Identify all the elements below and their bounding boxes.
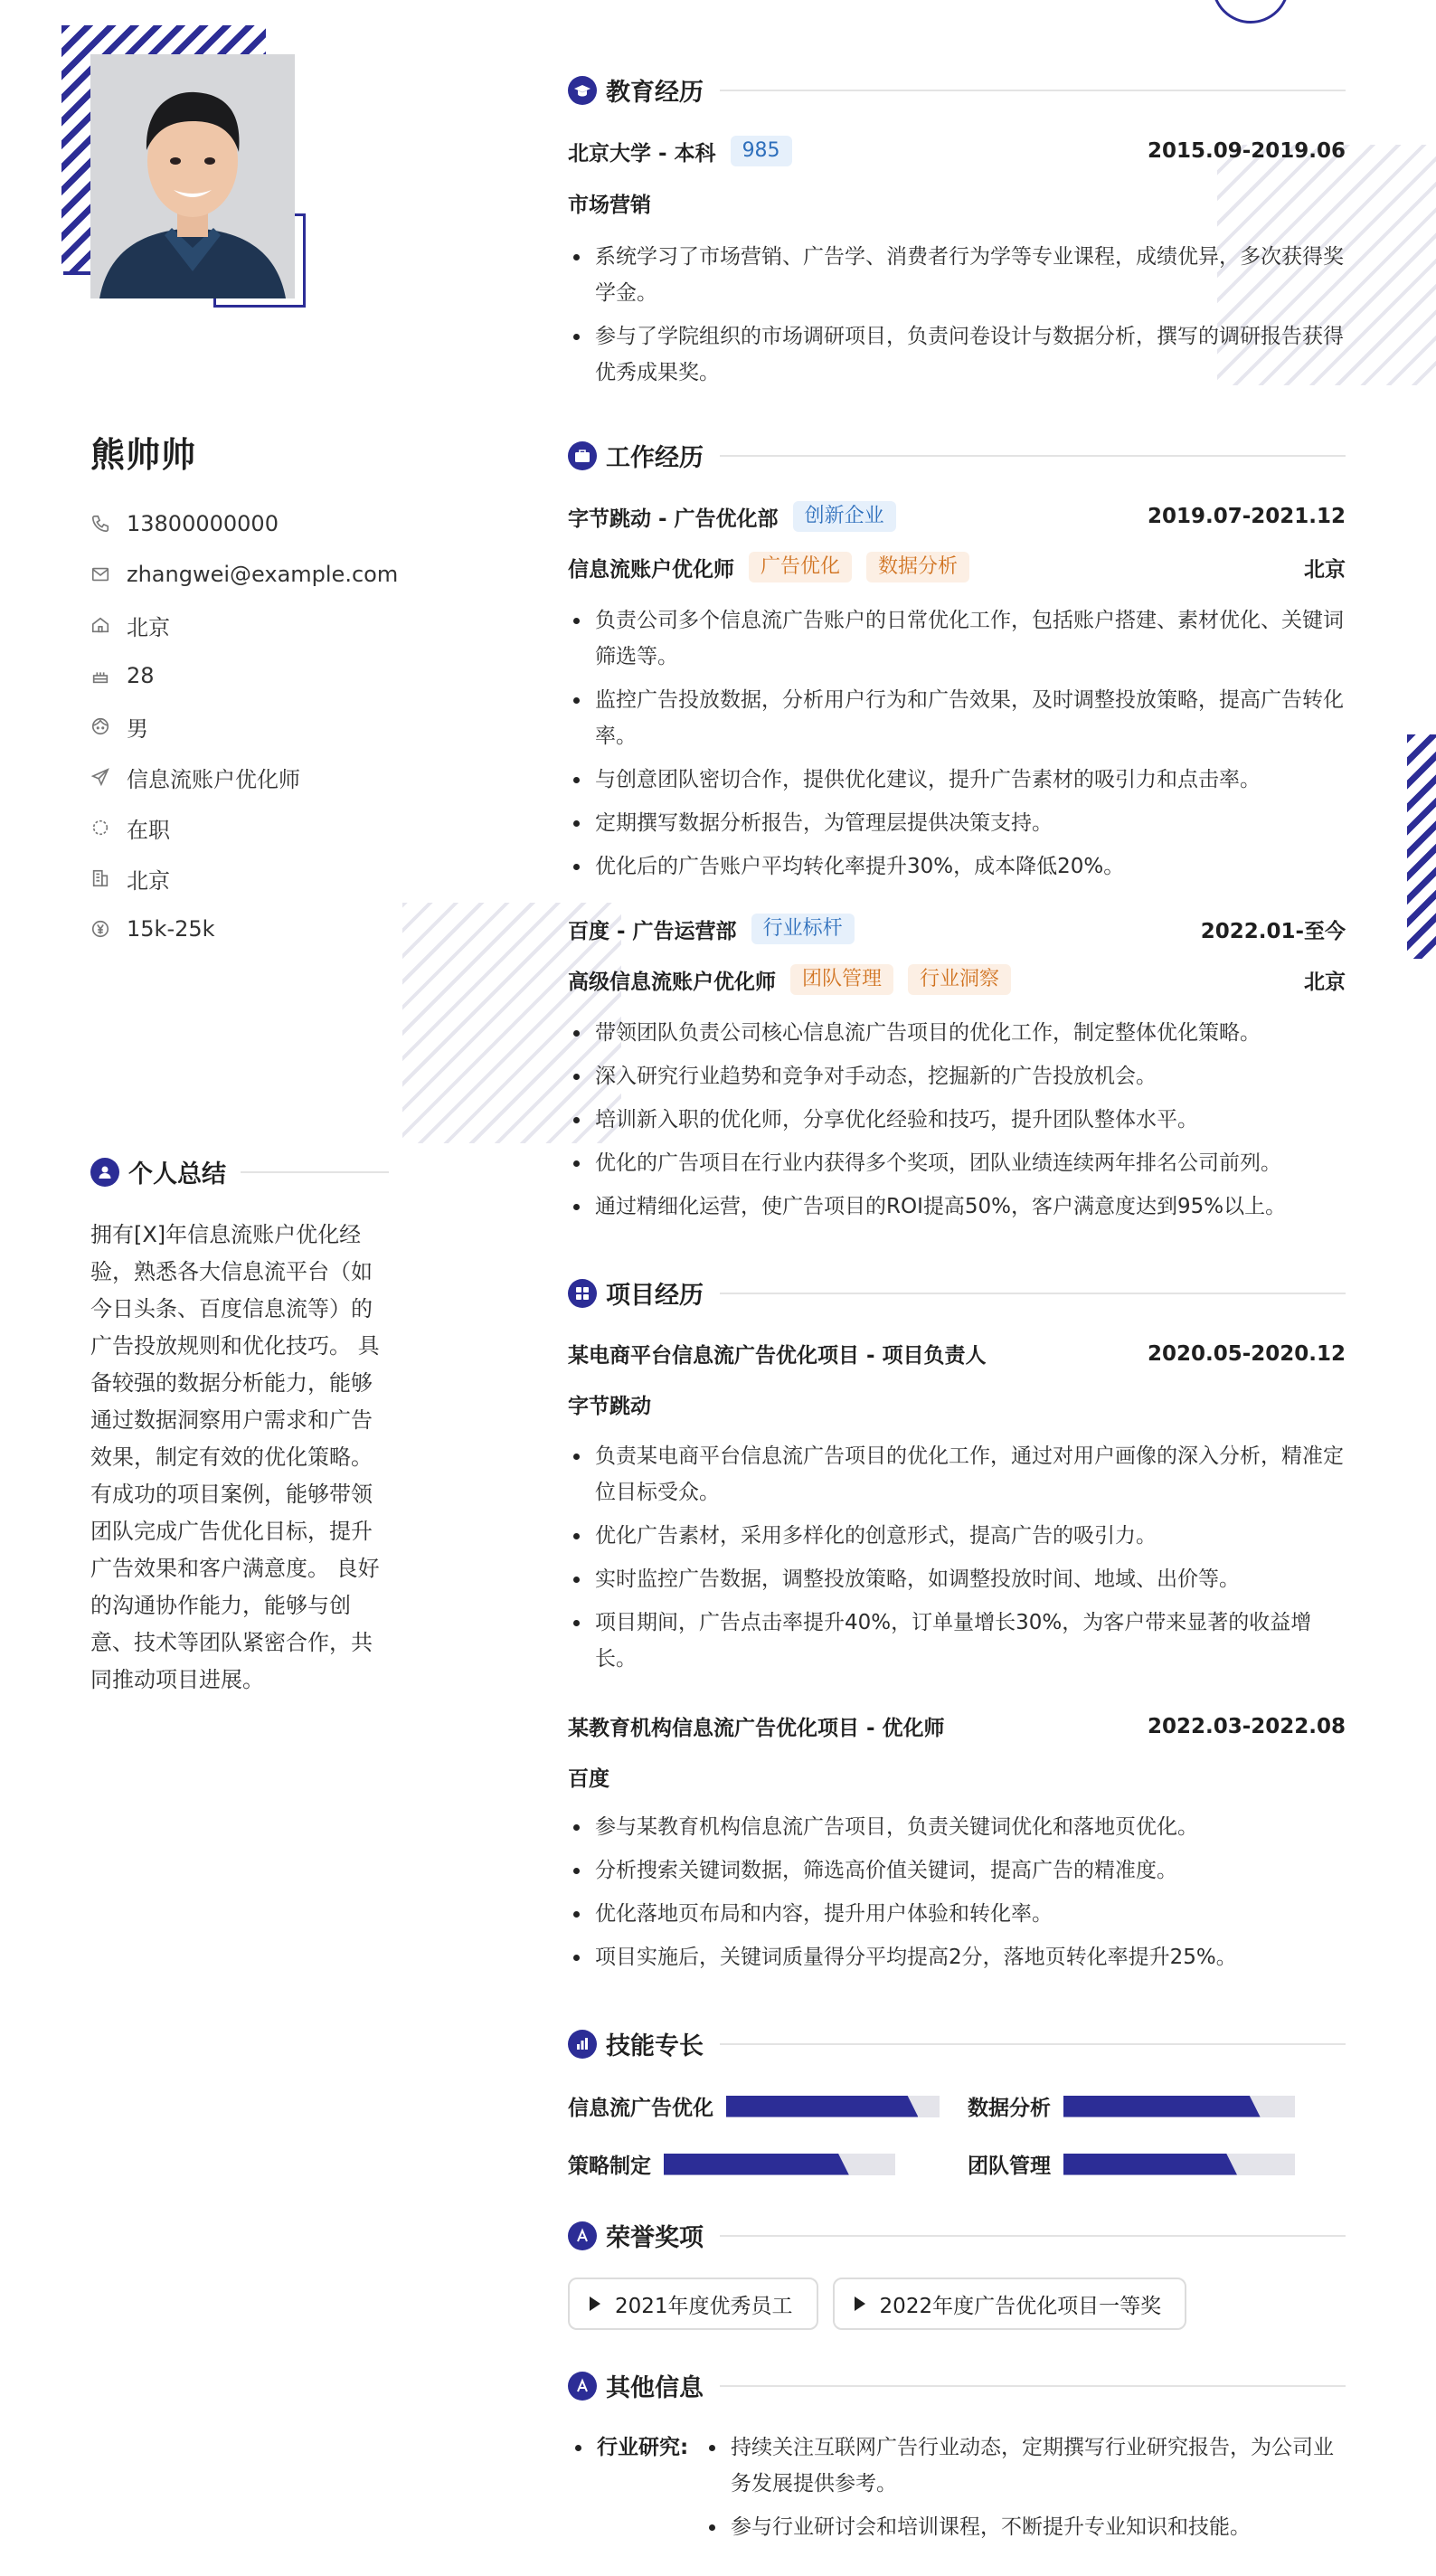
list-item: 优化落地页布局和内容，提升用户体验和转化率。 — [568, 1896, 1346, 1932]
award-chip — [568, 2278, 818, 2330]
mail-icon — [90, 564, 110, 584]
bar-chart-icon — [568, 2030, 597, 2059]
skill-name: 团队管理 — [968, 2155, 1051, 2178]
education-bullets — [568, 239, 1346, 398]
phone-value: 13800000000 — [127, 511, 279, 536]
award-icon — [568, 2372, 597, 2401]
salary-row — [90, 904, 398, 954]
project-1-header-row — [568, 1339, 1346, 1368]
list-item: 负责某电商平台信息流广告项目的优化工作，通过对用户画像的深入分析，精准定位目标受众。 — [568, 1438, 1346, 1511]
list-item: 项目实施后，关键词质量得分平均提高2分，落地页转化率提升25%。 — [568, 1939, 1346, 1975]
list-item: 深入研究行业趋势和竞争对手动态，挖掘新的广告投放机会。 — [568, 1058, 1346, 1094]
other-info-item — [568, 2429, 1346, 2552]
major: 市场营销 — [568, 194, 651, 217]
age-value: 28 — [127, 663, 155, 688]
job-2-header-row — [568, 914, 1346, 944]
avatar — [90, 54, 295, 298]
skill-bar-fill — [1063, 2096, 1261, 2117]
home-icon — [90, 615, 110, 635]
skill-name: 数据分析 — [968, 2097, 1051, 2120]
skill-bar-fill — [664, 2154, 849, 2175]
list-item: 监控广告投放数据，分析用户行为和广告效果，及时调整投放策略，提高广告转化率。 — [568, 682, 1346, 754]
list-item: 优化后的广告账户平均转化率提升30%，成本降低20%。 — [568, 848, 1346, 885]
list-item: 优化的广告项目在行业内获得多个奖项，团队业绩连续两年排名公司前列。 — [568, 1145, 1346, 1181]
skill-item — [568, 2149, 895, 2179]
city-row — [90, 853, 398, 904]
status-icon — [90, 818, 110, 838]
gender-row — [90, 701, 398, 752]
position-value: 信息流账户优化师 — [127, 766, 300, 792]
grid-icon — [568, 1279, 597, 1308]
job-role: 高级信息流账户优化师 — [568, 970, 776, 994]
yen-icon — [90, 919, 110, 939]
other-heading — [568, 2368, 1346, 2403]
play-icon — [855, 2297, 865, 2311]
location-row — [90, 600, 398, 650]
status-value: 在职 — [127, 817, 170, 843]
age-row — [90, 650, 398, 701]
divider — [720, 2043, 1346, 2045]
location-value: 北京 — [127, 614, 170, 640]
job-2-role-row — [568, 964, 1346, 995]
job-city: 北京 — [1304, 970, 1346, 994]
cake-icon — [90, 666, 110, 686]
projects-title: 项目经历 — [606, 1282, 704, 1310]
company-tag: 行业标杆 — [751, 914, 855, 944]
skill-tag: 行业洞察 — [908, 964, 1011, 995]
email-row — [90, 549, 398, 600]
skill-bar-fill — [1063, 2154, 1237, 2175]
other-title: 其他信息 — [606, 2374, 704, 2402]
circle-decoration — [1212, 0, 1290, 24]
honors-heading — [568, 2218, 1346, 2253]
award-icon — [568, 2221, 597, 2250]
award-label: 2022年度广告优化项目一等奖 — [879, 2294, 1162, 2318]
status-row — [90, 802, 398, 853]
job-2-bullets — [568, 1015, 1346, 1232]
play-icon — [590, 2297, 600, 2311]
email-value: zhangwei@example.com — [127, 562, 399, 587]
project-org: 百度 — [568, 1767, 609, 1791]
position-row — [90, 752, 398, 802]
skill-item — [968, 2149, 1295, 2179]
skill-bar — [664, 2154, 895, 2175]
gender-value: 男 — [127, 715, 148, 742]
divider — [720, 455, 1346, 457]
list-item: 实时监控广告数据，调整投放策略，如调整投放时间、地域、出价等。 — [568, 1561, 1346, 1597]
job-1-header-row — [568, 501, 1346, 532]
job-role: 信息流账户优化师 — [568, 557, 734, 582]
skill-bar — [726, 2096, 940, 2117]
skill-bar — [1063, 2096, 1295, 2117]
list-item: 参与行业研讨会和培训课程，不断提升专业知识和技能。 — [704, 2509, 1346, 2545]
project-name: 某教育机构信息流广告优化项目 - 优化师 — [568, 1717, 945, 1740]
other-info — [568, 2429, 1346, 2552]
summary-title: 个人总结 — [128, 1160, 226, 1189]
list-item: 培训新入职的优化师，分享优化经验和技巧，提升团队整体水平。 — [568, 1102, 1346, 1138]
company-tag: 创新企业 — [793, 501, 896, 532]
award-chip — [833, 2278, 1187, 2330]
other-info-key: 行业研究: — [597, 2436, 689, 2459]
skill-bar — [1063, 2154, 1295, 2175]
phone-icon — [90, 514, 110, 534]
list-item: 与创意团队密切合作，提供优化建议，提升广告素材的吸引力和点击率。 — [568, 762, 1346, 798]
education-title: 教育经历 — [606, 79, 704, 107]
job-1-bullets — [568, 602, 1346, 892]
project-name: 某电商平台信息流广告优化项目 - 项目负责人 — [568, 1344, 987, 1368]
skill-tag: 广告优化 — [749, 552, 852, 582]
job-period: 2019.07-2021.12 — [1147, 505, 1346, 528]
list-item: 持续关注互联网广告行业动态，定期撰写行业研究报告，为公司业务发展提供参考。 — [704, 2429, 1346, 2502]
list-item: 分析搜索关键词数据，筛选高价值关键词，提高广告的精准度。 — [568, 1852, 1346, 1889]
list-item: 项目期间，广告点击率提升40%，订单量增长30%，为客户带来显著的收益增长。 — [568, 1605, 1346, 1677]
skill-name: 信息流广告优化 — [568, 2097, 713, 2120]
education-major-row — [568, 188, 1346, 218]
skill-name: 策略制定 — [568, 2155, 651, 2178]
list-item: 参与了学院组织的市场调研项目，负责问卷设计与数据分析，撰写的调研报告获得优秀成果奖。 — [568, 318, 1346, 391]
graduation-cap-icon — [568, 76, 597, 105]
project-2-header-row — [568, 1711, 1346, 1741]
hatch-decoration-right-edge — [1407, 734, 1436, 959]
company-name: 百度 - 广告运营部 — [568, 919, 737, 943]
skill-item — [968, 2091, 1295, 2121]
phone-row — [90, 498, 398, 549]
divider — [720, 2235, 1346, 2237]
bullet-dot — [575, 2445, 581, 2451]
user-icon — [90, 1158, 119, 1187]
list-item: 负责公司多个信息流广告账户的日常优化工作，包括账户搭建、素材优化、关键词筛选等。 — [568, 602, 1346, 675]
summary-text: 拥有[X]年信息流账户优化经验，熟悉各大信息流平台（如今日头条、百度信息流等）的广告投放规则和优化技巧。 具备较强的数据分析能力，能够通过数据洞察用户需求和广告效果，制定有效的优化策略。 有成功的项目案例，能够带领团队完成广告优化目标，提升广告效果和客户满意度。 良好的沟通协作能力，能够与创意、技术等团队紧密合作，共同推动项目进展。 — [90, 1222, 380, 1692]
school-tag: 985 — [731, 136, 792, 166]
list-item: 系统学习了市场营销、广告学、消费者行为学等专业课程，成绩优异，多次获得奖学金。 — [568, 239, 1346, 311]
divider — [720, 1293, 1346, 1294]
city-value: 北京 — [127, 867, 170, 894]
skill-bar-fill — [726, 2096, 918, 2117]
project-period: 2020.05-2020.12 — [1147, 1341, 1346, 1366]
job-period: 2022.01-至今 — [1200, 919, 1346, 943]
contact-info — [90, 498, 398, 954]
divider — [720, 90, 1346, 91]
skill-tag: 团队管理 — [790, 964, 893, 995]
skills-title: 技能专长 — [606, 2032, 704, 2060]
divider — [720, 2385, 1346, 2387]
skill-tag: 数据分析 — [866, 552, 969, 582]
projects-heading — [568, 1275, 1346, 1311]
work-heading — [568, 438, 1346, 473]
list-item: 参与某教育机构信息流广告项目，负责关键词优化和落地页优化。 — [568, 1809, 1346, 1845]
send-icon — [90, 767, 110, 787]
list-item: 定期撰写数据分析报告，为管理层提供决策支持。 — [568, 805, 1346, 841]
job-1-role-row — [568, 552, 1346, 582]
job-city: 北京 — [1304, 557, 1346, 582]
summary-heading — [90, 1154, 389, 1189]
school-name: 北京大学 - 本科 — [568, 141, 716, 166]
project-2-bullets — [568, 1809, 1346, 1983]
face-icon — [90, 716, 110, 736]
education-period: 2015.09-2019.06 — [1147, 139, 1346, 163]
project-2-org-row — [568, 1762, 1346, 1792]
photo-accent-line — [63, 271, 94, 275]
project-1-bullets — [568, 1438, 1346, 1684]
awards-list — [568, 2278, 1186, 2330]
list-item: 优化广告素材，采用多样化的创意形式，提高广告的吸引力。 — [568, 1518, 1346, 1554]
project-1-org-row — [568, 1389, 1346, 1419]
briefcase-icon — [568, 441, 597, 470]
list-item: 通过精细化运营，使广告项目的ROI提高50%，客户满意度达到95%以上。 — [568, 1189, 1346, 1225]
candidate-name: 熊帅帅 — [90, 435, 197, 475]
work-title: 工作经历 — [606, 444, 704, 472]
skill-item — [568, 2091, 940, 2121]
building-icon — [90, 868, 110, 888]
honors-title: 荣誉奖项 — [606, 2224, 704, 2252]
project-period: 2022.03-2022.08 — [1147, 1714, 1346, 1738]
avatar-illustration — [90, 54, 295, 298]
other-info-bullets — [704, 2429, 1346, 2552]
education-heading — [568, 72, 1346, 108]
award-label: 2021年度优秀员工 — [615, 2294, 793, 2318]
company-name: 字节跳动 - 广告优化部 — [568, 507, 779, 531]
list-item: 带领团队负责公司核心信息流广告项目的优化工作，制定整体优化策略。 — [568, 1015, 1346, 1051]
project-org: 字节跳动 — [568, 1395, 651, 1418]
education-header-row — [568, 136, 1346, 166]
salary-value: 15k-25k — [127, 916, 215, 942]
divider — [241, 1171, 389, 1173]
skills-heading — [568, 2026, 1346, 2061]
